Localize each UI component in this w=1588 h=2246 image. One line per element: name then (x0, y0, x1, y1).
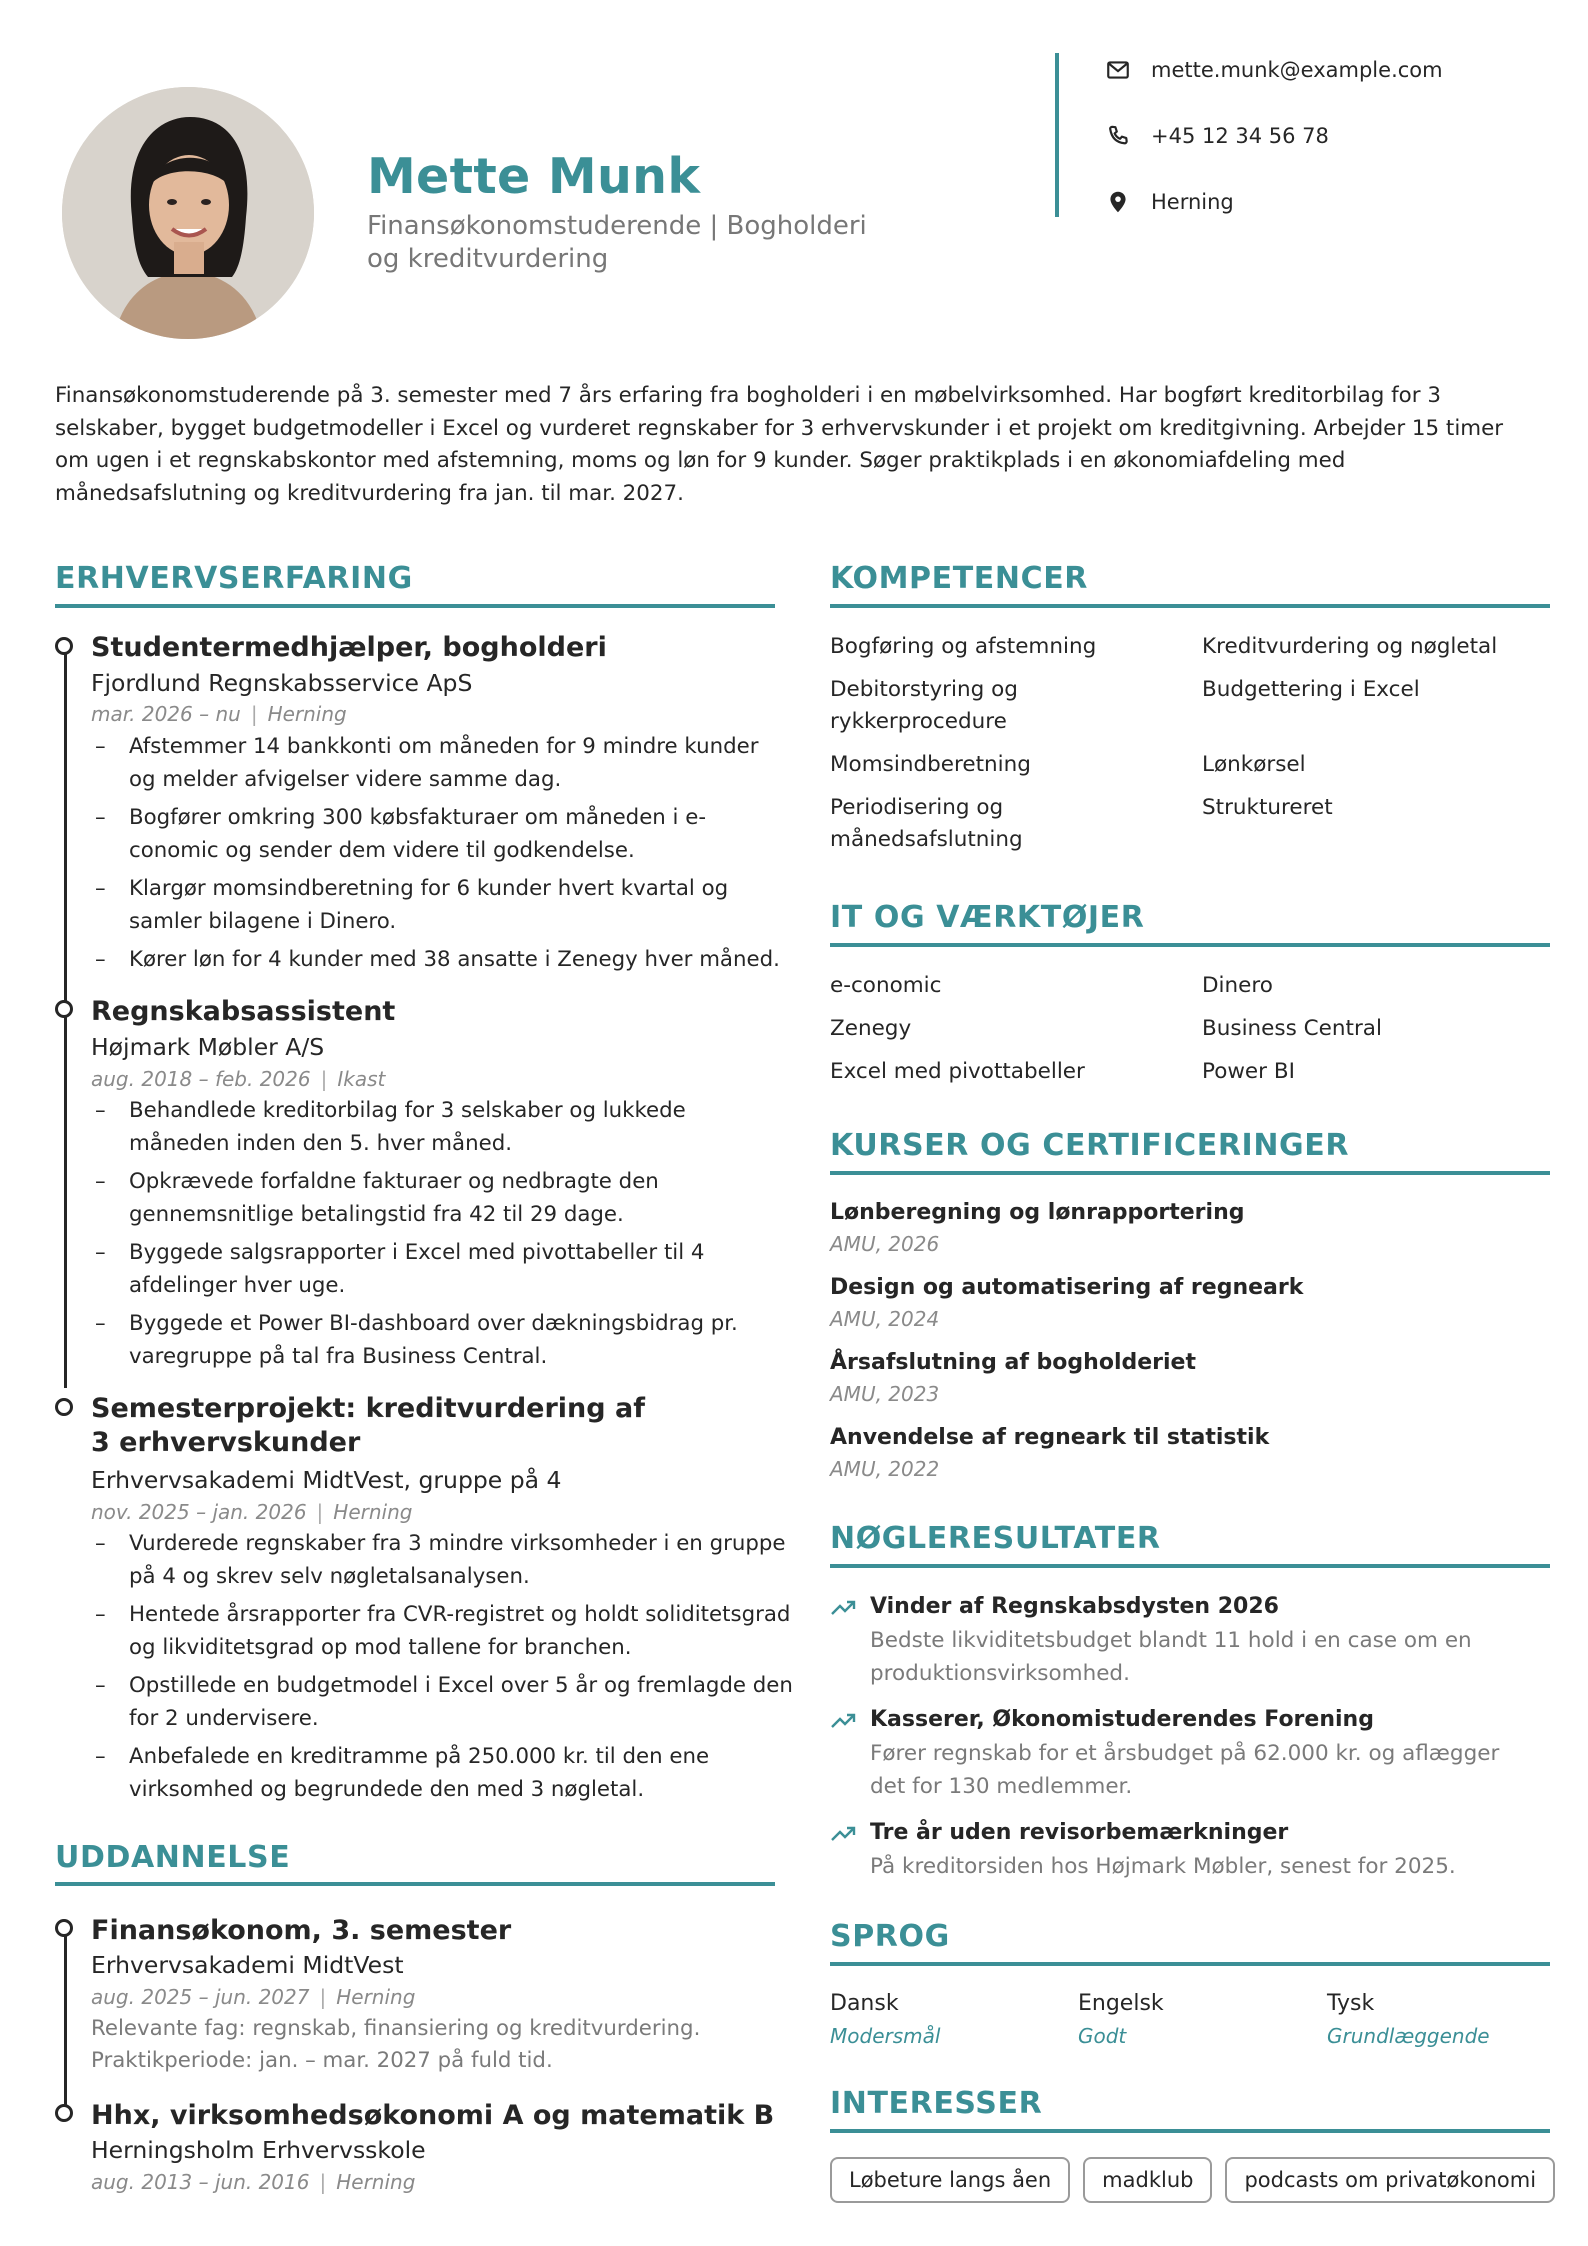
job-bullets (95, 1527, 795, 1811)
job-title: Studentermedhjælper, bogholderi (91, 632, 607, 663)
section-title-results: NØGLERESULTATER (830, 1521, 1161, 1556)
interest-tags (830, 2157, 1555, 2203)
skills-grid (830, 631, 1570, 856)
education-description-line: Praktikperiode: jan. – mar. 2027 på fuld tid. (91, 2048, 553, 2073)
job-bullet: – Kører løn for 4 kunder med 38 ansatte i Zenegy hver måned. (95, 943, 780, 976)
job-bullet: – Hentede årsrapporter fra CVR-registret og holdt soliditetsgrad og likviditetsgrad op mod tallene for branchen. (95, 1598, 795, 1664)
job-bullet: – Anbefalede en kreditramme på 250.000 kr. til den ene virksomhed og begrundede den med 3 nøgletal. (95, 1740, 795, 1806)
job-meta: aug. 2018 – feb. 2026 | Ikast (91, 1067, 386, 1091)
education-dates: aug. 2013 – jun. 2016 (91, 2170, 310, 2194)
skill-item: Bogføring og afstemning (830, 634, 1097, 659)
timeline-dot (55, 1919, 73, 1937)
section-title-experience: ERHVERVSERFARING (55, 561, 413, 596)
job-dates: aug. 2018 – feb. 2026 (91, 1067, 311, 1091)
location-pin-icon (1105, 189, 1131, 215)
job-meta: mar. 2026 – nu | Herning (91, 702, 347, 726)
course-meta: AMU, 2024 (830, 1307, 940, 1331)
job-bullet: – Vurderede regnskaber fra 3 mindre virksomheder i en gruppe på 4 og skrev selv nøgletalsanalysen. (95, 1527, 795, 1593)
result-title: Vinder af Regnskabsdysten 2026 (870, 1594, 1279, 1619)
job-location: Herning (267, 702, 347, 726)
section-title-education: UDDANNELSE (55, 1840, 291, 1875)
job-company: Fjordlund Regnskabsservice ApS (91, 669, 473, 697)
job-location: Ikast (337, 1067, 386, 1091)
it-item: Excel med pivottabeller (830, 1059, 1085, 1084)
contact-location-text: Herning (1151, 190, 1234, 214)
result-description: Fører regnskab for et årsbudget på 62.000 kr. og aflægger det for 130 medlemmer. (870, 1741, 1500, 1799)
result-description: På kreditorsiden hos Højmark Møbler, senest for 2025. (870, 1854, 1456, 1879)
candidate-headline: Finansøkonomstuderende | Bogholderi og kreditvurdering (367, 211, 867, 274)
it-item: Power BI (1202, 1059, 1295, 1084)
candidate-name: Mette Munk (367, 148, 701, 205)
timeline-dot (55, 1000, 73, 1018)
section-title-courses: KURSER OG CERTIFICERINGER (830, 1128, 1350, 1163)
education-title: Finansøkonom, 3. semester (91, 1915, 512, 1946)
it-item: Dinero (1202, 973, 1273, 998)
job-dates: mar. 2026 – nu (91, 702, 241, 726)
education-location: Herning (336, 2170, 416, 2194)
job-bullet: – Opkrævede forfaldne fakturaer og nedbragte den gennemsnitlige betalingstid fra 42 til 29 dage. (95, 1165, 780, 1231)
mail-icon (1105, 57, 1131, 83)
job-title: Regnskabsassistent (91, 996, 396, 1027)
section-rule-languages (830, 1962, 1550, 1966)
education-description-line: Relevante fag: regnskab, finansiering og kreditvurdering. (91, 2016, 701, 2041)
section-title-skills: KOMPETENCER (830, 561, 1089, 596)
section-rule-interests (830, 2129, 1550, 2133)
job-company: Erhvervsakademi MidtVest, gruppe på 4 (91, 1466, 562, 1494)
section-rule-education (55, 1882, 775, 1886)
timeline-line-education (64, 1935, 67, 2105)
job-bullet: – Afstemmer 14 bankkonti om måneden for 9 mindre kunder og melder afvigelser videre samme dag. (95, 730, 780, 796)
job-location: Herning (333, 1500, 413, 1524)
interest-tag: podcasts om privatøkonomi (1225, 2157, 1555, 2203)
section-title-interests: INTERESSER (830, 2086, 1043, 2121)
result-title: Tre år uden revisorbemærkninger (870, 1820, 1289, 1845)
education-title: Hhx, virksomhedsøkonomi A og matematik B (91, 2100, 775, 2131)
trending-up-icon (830, 1824, 856, 1844)
it-item: Zenegy (830, 1016, 912, 1041)
job-bullet: – Byggede salgsrapporter i Excel med pivottabeller til 4 afdelinger hver uge. (95, 1236, 780, 1302)
job-bullet: – Behandlede kreditorbilag for 3 selskaber og lukkede måneden inden den 5. hver måned. (95, 1094, 780, 1160)
timeline-dot (55, 2104, 73, 2122)
skill-item: Budgettering i Excel (1202, 677, 1420, 702)
contact-email[interactable] (1105, 52, 1443, 88)
skill-item: Lønkørsel (1202, 752, 1306, 777)
section-rule-courses (830, 1171, 1550, 1175)
skill-item: Periodisering og månedsafslutning (830, 795, 1023, 852)
skill-item: Kreditvurdering og nøgletal (1202, 634, 1498, 659)
job-dates: nov. 2025 – jan. 2026 (91, 1500, 307, 1524)
section-title-it: IT OG VÆRKTØJER (830, 900, 1145, 935)
profile-summary: Finansøkonomstuderende på 3. semester med 7 års erfaring fra bogholderi i en møbelvirksomhed. Har bogført kreditorbilag for 3 selskaber, bygget budgetmodeller i Excel og vurderet regnskaber for 3 erhvervskunder i et projekt om kreditgivning. Arbejder 15 timer om ugen i et regnskabskontor med afstemning, moms og løn for 9 kunder. Søger praktikplads i en økonomiafdeling med månedsafslutning og kreditvurdering fra jan. til mar. 2027. (55, 383, 1504, 506)
course-meta: AMU, 2023 (830, 1382, 940, 1406)
contact-phone[interactable] (1105, 118, 1329, 154)
course-title: Lønberegning og lønrapportering (830, 1200, 1245, 1225)
education-school: Herningsholm Erhvervsskole (91, 2136, 426, 2164)
trending-up-icon (830, 1711, 856, 1731)
contact-phone-text: +45 12 34 56 78 (1151, 124, 1329, 148)
education-location: Herning (336, 1985, 416, 2009)
course-meta: AMU, 2026 (830, 1232, 940, 1256)
job-meta: nov. 2025 – jan. 2026 | Herning (91, 1500, 413, 1524)
section-rule-experience (55, 604, 775, 608)
education-school: Erhvervsakademi MidtVest (91, 1951, 404, 1979)
skill-item: Struktureret (1202, 795, 1333, 820)
it-item: Business Central (1202, 1016, 1382, 1041)
section-rule-results (830, 1564, 1550, 1568)
language-name: Dansk (830, 1991, 899, 2016)
it-item: e-conomic (830, 973, 942, 998)
job-bullet: – Bogfører omkring 300 købsfakturaer om måneden i e-conomic og sender dem videre til godkendelse. (95, 801, 780, 867)
contact-email-text: mette.munk@example.com (1151, 58, 1443, 82)
skill-item: Momsindberetning (830, 752, 1031, 777)
job-bullet: – Klargør momsindberetning for 6 kunder hvert kvartal og samler bilagene i Dinero. (95, 872, 780, 938)
section-rule-it (830, 943, 1550, 947)
timeline-dot (55, 1398, 73, 1416)
trending-up-icon (830, 1598, 856, 1618)
language-name: Tysk (1327, 1991, 1375, 2016)
language-level: Godt (1078, 2024, 1127, 2048)
education-dates: aug. 2025 – jun. 2027 (91, 1985, 310, 2009)
education-meta: aug. 2025 – jun. 2027 | Herning (91, 1985, 416, 2009)
interest-tag: madklub (1083, 2157, 1212, 2203)
interest-tag: Løbeture langs åen (830, 2157, 1070, 2203)
education-description (91, 2013, 791, 2077)
section-title-languages: SPROG (830, 1919, 950, 1954)
course-title: Anvendelse af regneark til statistik (830, 1425, 1270, 1450)
result-title: Kasserer, Økonomistuderendes Forening (870, 1707, 1374, 1732)
course-meta: AMU, 2022 (830, 1457, 940, 1481)
job-bullets (95, 730, 780, 981)
skill-item: Debitorstyring og rykkerprocedure (830, 677, 1018, 734)
language-level: Grundlæggende (1327, 2024, 1490, 2048)
course-title: Design og automatisering af regneark (830, 1275, 1304, 1300)
contact-divider (1055, 53, 1059, 217)
education-meta: aug. 2013 – jun. 2016 | Herning (91, 2170, 416, 2194)
job-bullet: – Byggede et Power BI-dashboard over dækningsbidrag pr. varegruppe på tal fra Business Central. (95, 1307, 780, 1373)
contact-location (1105, 184, 1234, 220)
portrait-image (62, 87, 314, 339)
phone-icon (1105, 123, 1131, 149)
section-rule-skills (830, 604, 1550, 608)
timeline-line-experience (64, 650, 67, 1388)
language-level: Modersmål (830, 2024, 941, 2048)
profile-photo (62, 87, 314, 339)
job-bullets (95, 1094, 780, 1378)
course-title: Årsafslutning af bogholderiet (830, 1350, 1196, 1375)
job-title: Semesterprojekt: kreditvurdering af 3 erhvervskunder (91, 1393, 645, 1458)
timeline-dot (55, 637, 73, 655)
it-grid (830, 970, 1570, 1088)
job-bullet: – Opstillede en budgetmodel i Excel over 5 år og fremlagde den for 2 undervisere. (95, 1669, 795, 1735)
job-company: Højmark Møbler A/S (91, 1033, 325, 1061)
result-description: Bedste likviditetsbudget blandt 11 hold i en case om en produktionsvirksomhed. (870, 1628, 1472, 1686)
language-name: Engelsk (1078, 1991, 1164, 2016)
